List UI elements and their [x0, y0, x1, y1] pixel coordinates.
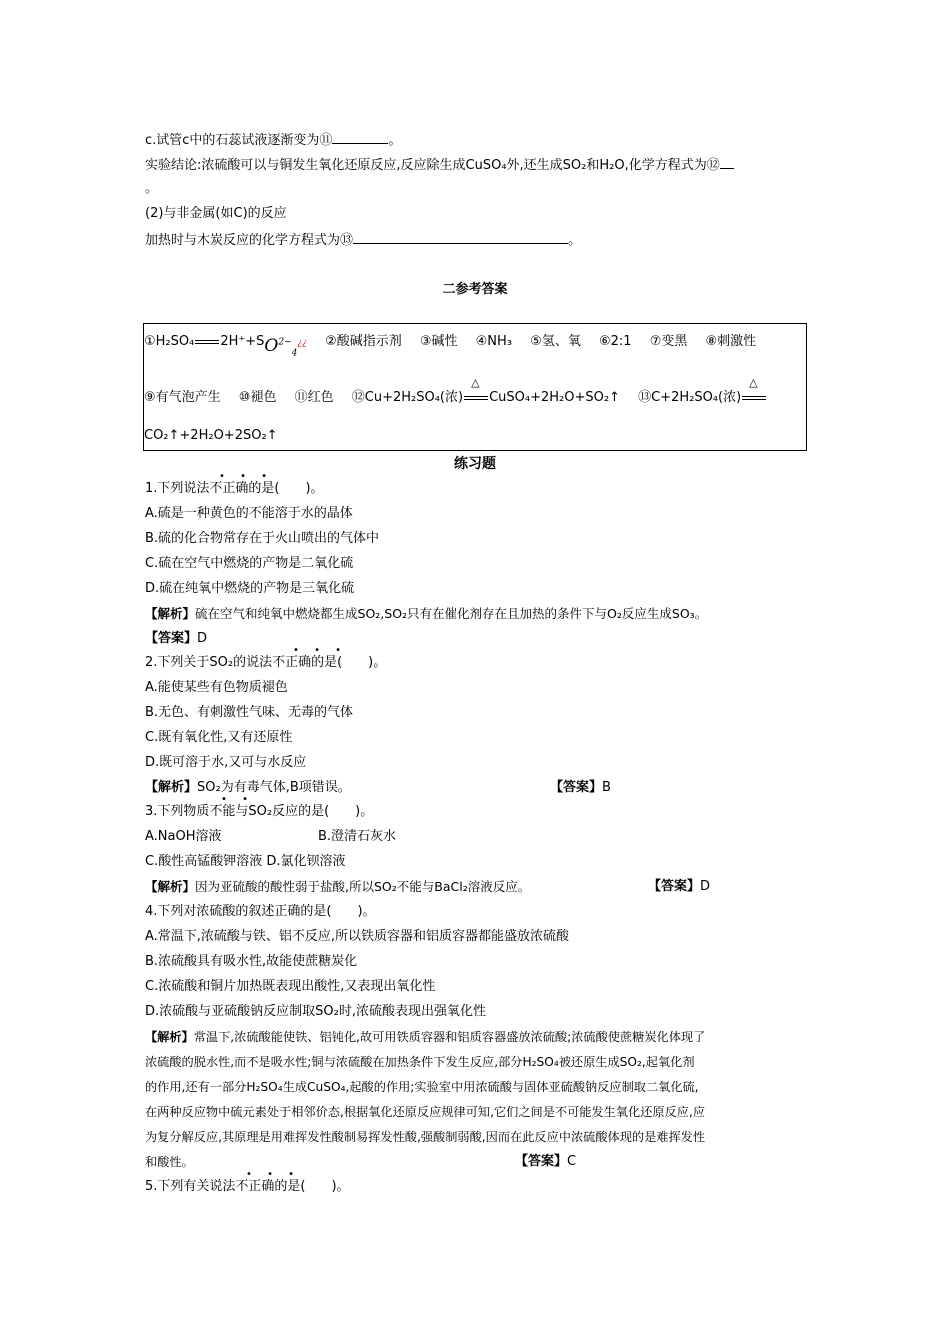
heat-equals: [463, 376, 489, 405]
answer-4: ④NH₃: [475, 334, 513, 349]
q4-analysis-5: 为复分解反应,其原理是用难挥发性酸制易挥发性酸,强酸制弱酸,因而在此反应中浓硫酸体现的是难挥发性: [145, 1130, 706, 1144]
q2-stem: 2.下列关于SO₂的说法不正确的是( )。: [145, 655, 387, 670]
q2-option-d: D.既可溶于水,又可与水反应: [145, 755, 307, 770]
conclusion-end: 。: [145, 181, 159, 196]
q3-stem: 3.下列物质不能与SO₂反应的是( )。: [145, 804, 374, 819]
answer-1-product: 2H⁺+S: [220, 334, 265, 349]
q5-stem: 5.下列有关说法不正确的是( )。: [145, 1179, 350, 1194]
q4-stem: 4.下列对浓硫酸的叙述正确的是( )。: [145, 904, 376, 919]
equals-sign: [195, 340, 219, 344]
subheading-nonmetal: (2)与非金属(如C)的反应: [145, 206, 287, 221]
answer-2: ②酸碱指示剂: [325, 334, 402, 349]
answer-5: ⑤氢、氧: [530, 334, 581, 349]
conclusion-line: [145, 155, 734, 175]
answer-13-reactants: ⑬C+2H₂SO₄(浓): [638, 390, 742, 405]
q4-analysis-1: 【解析】常温下,浓硫酸能使铁、铝钝化,故可用铁质容器和铝质容器盛放浓硫酸;浓硫酸使蔗糖炭化体现了: [145, 1030, 706, 1044]
q2-answer: 【答案】B: [550, 780, 611, 795]
emphasis-dots: • • •: [219, 471, 274, 482]
q4-analysis-2: 浓硫酸的脱水性,而不是吸水性;铜与浓硫酸在加热条件下发生反应,部分H₂SO₄被还原生成SO₂,起氧化剂: [145, 1055, 695, 1069]
emphasis-dots: • • •: [246, 1169, 301, 1180]
q4-analysis-4: 在两种反应物中硫元素处于相邻价态,根据氧化还原反应规律可知,它们之间是不可能发生氧化还原反应,应: [145, 1105, 706, 1119]
answer-7: ⑦变黑: [649, 334, 688, 349]
answer-12-reactants: ⑫Cu+2H₂SO₄(浓): [351, 390, 464, 405]
answer-blank-11: [332, 130, 388, 144]
exercises-heading: 练习题: [454, 456, 496, 472]
q2-option-c: C.既有氧化性,又有还原性: [145, 730, 293, 745]
answer-row-3: CO₂↑+2H₂O+2SO₂↑: [144, 428, 278, 443]
question-c-text: c.试管c中的石蕊试液逐渐变为⑪: [145, 133, 333, 148]
answer-3: ③碱性: [419, 334, 458, 349]
q4-analysis-3: 的作用,还有一部分H₂SO₄生成CuSO₄,起酸的作用;实验室中用浓硫酸与固体亚硫酸钠反应制取二氧化硫,: [145, 1080, 699, 1094]
q4-option-b: B.浓硫酸具有吸水性,故能使蔗糖炭化: [145, 954, 358, 969]
emphasis-dots: • • •: [293, 645, 348, 656]
q1-option-a: A.硫是一种黄色的不能溶于水的晶体: [145, 506, 353, 521]
q2-option-b: B.无色、有刺激性气味、无毒的气体: [145, 705, 354, 720]
q2-analysis: 【解析】SO₂为有毒气体,B项错误。: [145, 780, 351, 795]
answer-6: ⑥2:1: [598, 334, 632, 349]
q3-answer: 【答案】D: [648, 879, 711, 894]
sulfate-o4: $O^{2-}_4$: [264, 336, 298, 359]
answer-blank-12: [720, 155, 734, 169]
carbon-text: 加热时与木炭反应的化学方程式为⑬: [145, 233, 354, 248]
answer-row-1: [144, 330, 757, 359]
answer-10: ⑩褪色: [238, 390, 277, 405]
heat-triangle-icon: △: [749, 376, 758, 389]
answer-blank-13: [353, 230, 568, 244]
q2-option-a: A.能使某些有色物质褪色: [145, 680, 288, 695]
q3-option-b: B.澄清石灰水: [318, 829, 397, 844]
emphasis-dots: • •: [221, 794, 254, 805]
heat-triangle-icon: △: [471, 376, 480, 389]
answer-row-2: [144, 376, 767, 405]
q4-option-d: D.浓硫酸与亚硫酸钠反应制取SO₂时,浓硫酸表现出强氧化性: [145, 1004, 486, 1019]
heat-equals: [741, 376, 767, 405]
carbon-line: [145, 230, 581, 250]
conclusion-text: 实验结论:浓硫酸可以与铜发生氧化还原反应,反应除生成CuSO₄外,还生成SO₂和H₂O,化学方程式为⑫: [145, 158, 720, 173]
answer-11: ⑪红色: [294, 390, 334, 405]
answer-8: ⑧刺激性: [705, 334, 757, 349]
q4-option-c: C.浓硫酸和铜片加热既表现出酸性,又表现出氧化性: [145, 979, 436, 994]
q1-answer: 【答案】D: [145, 631, 208, 646]
garbled-text: ¿¿: [297, 338, 307, 348]
q1-option-c: C.硫在空气中燃烧的产物是二氧化硫: [145, 556, 354, 571]
answer-9: ⑨有气泡产生: [144, 390, 221, 405]
q1-option-d: D.硫在纯氧中燃烧的产物是三氧化硫: [145, 581, 355, 596]
q1-option-b: B.硫的化合物常存在于火山喷出的气体中: [145, 531, 380, 546]
q3-option-a: A.NaOH溶液: [145, 829, 222, 844]
q1-analysis: 【解析】硫在空气和纯氧中燃烧都生成SO₂,SO₂只有在催化剂存在且加热的条件下与O₂反应生成SO₃。: [145, 606, 708, 621]
q4-option-a: A.常温下,浓硫酸与铁、铝不反应,所以铁质容器和铝质容器都能盛放浓硫酸: [145, 929, 570, 944]
q4-answer: 【答案】C: [515, 1154, 577, 1169]
answer-box: [143, 323, 807, 451]
answer-12-products: CuSO₄+2H₂O+SO₂↑: [489, 390, 620, 405]
answers-heading: 二参考答案: [442, 282, 508, 297]
q1-stem: 1.下列说法不正确的是( )。: [145, 481, 324, 496]
q3-analysis: 【解析】因为亚硫酸的酸性弱于盐酸,所以SO₂不能与BaCl₂溶液反应。: [145, 879, 531, 894]
q4-analysis-6: 和酸性。: [145, 1155, 194, 1169]
q3-option-cd: C.酸性高锰酸钾溶液 D.氯化钡溶液: [145, 854, 346, 869]
answer-1: ①H₂SO₄: [144, 334, 195, 349]
question-c-line: [145, 130, 401, 150]
period: 。: [388, 133, 402, 148]
period: 。: [568, 233, 582, 248]
